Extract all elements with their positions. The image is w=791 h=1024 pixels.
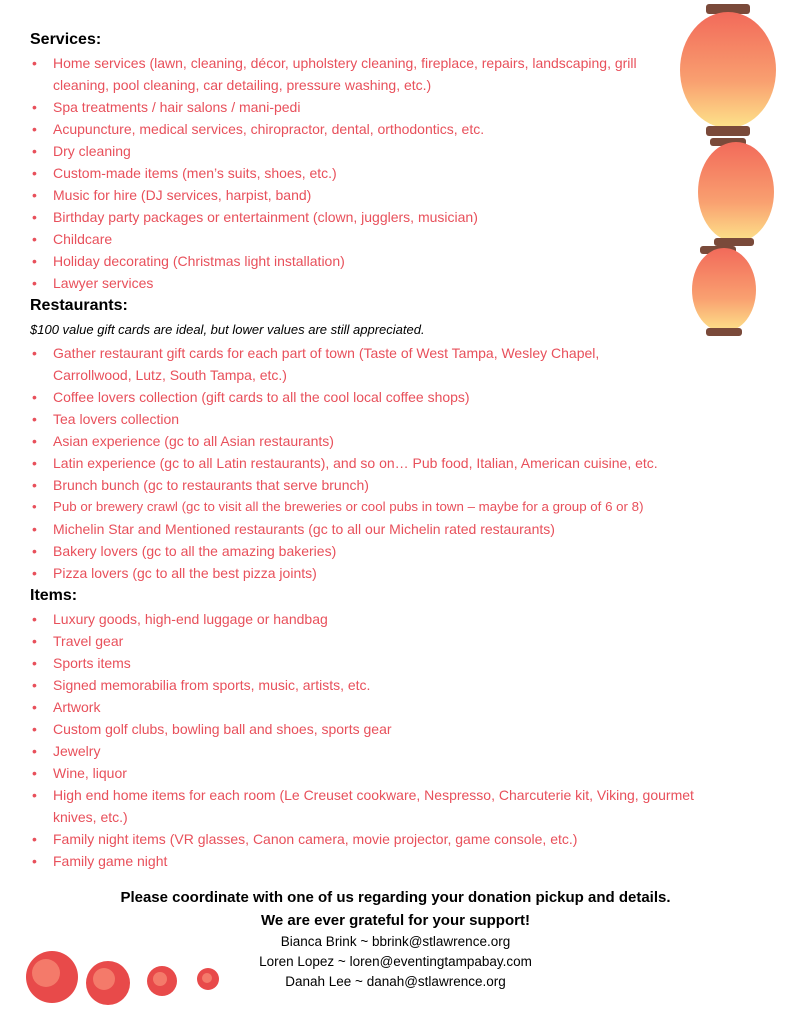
list-item: • Pizza lovers (gc to all the best pizza joints) [30,562,770,584]
list-item: • Travel gear [30,630,770,652]
services-section [30,28,770,294]
list-item: • Birthday party packages or entertainment (clown, jugglers, musician) [30,206,673,228]
list-item: • Coffee lovers collection (gift cards to all the cool local coffee shops) [30,386,770,408]
list-item: • Music for hire (DJ services, harpist, band) [30,184,673,206]
list-item: • Luxury goods, high-end luggage or handbag [30,608,770,630]
list-item: • Dry cleaning [30,140,673,162]
list-item: • Pub or brewery crawl (gc to visit all the breweries or cool pubs in town – maybe for a group of 6 or 8) [30,496,770,518]
list-item: • Lawyer services [30,272,673,294]
contact-loren: Loren Lopez ~ loren@eventingtampabay.com [259,954,532,969]
services-heading: Services: [30,31,102,48]
list-item: • Asian experience (gc to all Asian restaurants) [30,430,770,452]
list-item: • Tea lovers collection [30,408,770,430]
list-item: • Childcare [30,228,673,250]
restaurants-list [30,342,770,584]
list-item: • Custom golf clubs, bowling ball and shoes, sports gear [30,718,770,740]
list-item: • Acupuncture, medical services, chiropractor, dental, orthodontics, etc. [30,118,673,140]
restaurants-section [30,294,770,584]
list-item: • Jewelry [30,740,770,762]
list-item: • Signed memorabilia from sports, music, artists, etc. [30,674,770,696]
contact-bianca: Bianca Brink ~ bbrink@stlawrence.org [280,934,511,949]
restaurants-note: $100 value gift cards are ideal, but lower values are still appreciated. [30,322,425,337]
footer-coordinate-text: Please coordinate with one of us regarding your donation pickup and details. [120,889,671,906]
items-section [30,584,770,872]
list-item: • Michelin Star and Mentioned restaurants (gc to all our Michelin rated restaurants) [30,518,770,540]
list-item: • Latin experience (gc to all Latin restaurants), and so on… Pub food, Italian, American cuisine, etc. [30,452,770,474]
list-item: • Holiday decorating (Christmas light installation) [30,250,673,272]
footer [0,886,791,992]
list-item: • Family night items (VR glasses, Canon camera, movie projector, game console, etc.) [30,828,770,850]
list-item: • Spa treatments / hair salons / mani-pedi [30,96,673,118]
list-item: • Bakery lovers (gc to all the amazing bakeries) [30,540,770,562]
items-heading: Items: [30,587,78,604]
contact-danah: Danah Lee ~ danah@stlawrence.org [285,974,506,989]
list-item: • Custom-made items (men’s suits, shoes, etc.) [30,162,673,184]
items-list [30,608,770,872]
list-item: • Home services (lawn, cleaning, décor, upholstery cleaning, fireplace, repairs, landscaping, grill cleaning, pool cleaning, car detailing, pressure washing, etc.) [30,52,673,96]
restaurants-heading: Restaurants: [30,297,128,314]
list-item: • Brunch bunch (gc to restaurants that serve brunch) [30,474,770,496]
list-item: • Wine, liquor [30,762,770,784]
services-list [30,52,770,294]
list-item: • Family game night [30,850,770,872]
footer-thanks-text: We are ever grateful for your support! [261,912,530,929]
list-item: • Artwork [30,696,770,718]
list-item: • High end home items for each room (Le Creuset cookware, Nespresso, Charcuterie kit, Viking, gourmet knives, etc.) [30,784,713,828]
list-item: • Gather restaurant gift cards for each part of town (Taste of West Tampa, Wesley Chapel, Carrollwood, Lutz, South Tampa, etc.) [30,342,673,386]
list-item: • Sports items [30,652,770,674]
